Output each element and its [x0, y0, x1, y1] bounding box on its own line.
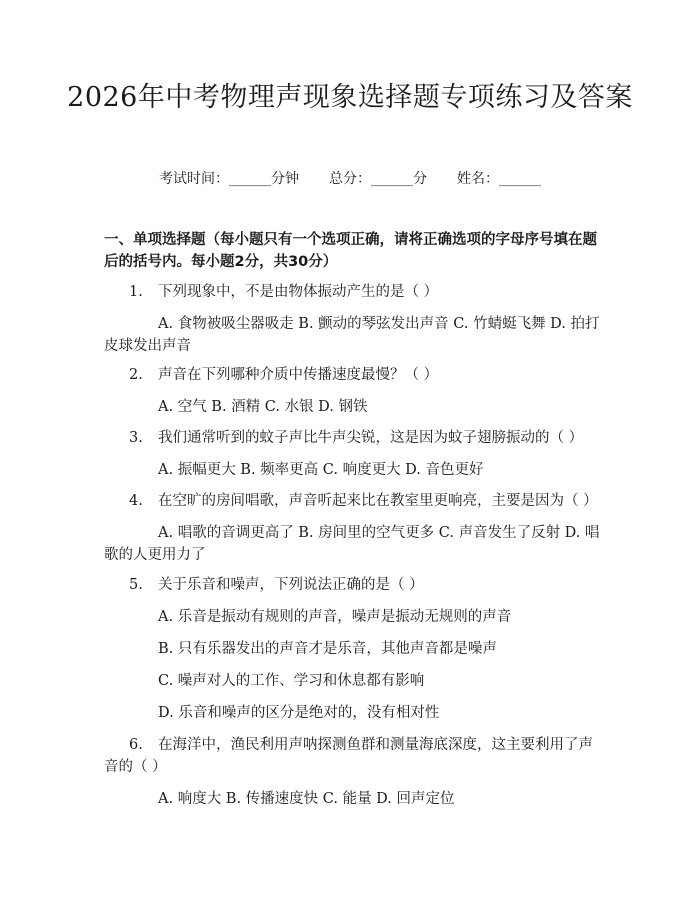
question-options: D. 乐音和噪声的区分是绝对的，没有相对性: [158, 705, 440, 721]
question-stem: 2. 声音在下列哪种介质中传播速度最慢？（ ）: [129, 367, 439, 383]
question-options: A. 振幅更大 B. 频率更高 C. 响度更大 D. 音色更好: [158, 462, 484, 478]
question-stem: 4. 在空旷的房间唱歌，声音听起来比在教室里更响亮，主要是因为（ ）: [129, 493, 598, 509]
question-options: A. 响度大 B. 传播速度快 C. 能量 D. 回声定位: [158, 791, 455, 807]
exam-info: [0, 170, 700, 188]
question-options: A. 空气 B. 酒精 C. 水银 D. 钢铁: [158, 399, 368, 415]
student-name: 姓名：______: [457, 171, 541, 187]
section-heading: 一、单项选择题（每小题只有一个选项正确，请将正确选项的字母序号填在题后的括号内。每小题2分，共30分）: [104, 232, 597, 270]
exam-time: 考试时间：______分钟: [159, 171, 299, 187]
question-options: A. 唱歌的音调更高了 B. 房间里的空气更多 C. 声音发生了反射 D. 唱歌的人更用力了: [104, 525, 600, 563]
document-title: 2026年中考物理声现象选择题专项练习及答案: [67, 82, 633, 113]
question-stem: 1. 下列现象中，不是由物体振动产生的是（ ）: [129, 284, 439, 300]
question-stem: 5. 关于乐音和噪声，下列说法正确的是（ ）: [129, 577, 424, 593]
question-stem: 3. 我们通常听到的蚊子声比牛声尖锐，这是因为蚊子翅膀振动的（ ）: [129, 430, 584, 446]
question-options: B. 只有乐器发出的声音才是乐音，其他声音都是噪声: [158, 641, 497, 657]
question-stem: 6. 在海洋中，渔民利用声呐探测鱼群和测量海底深度，这主要利用了声音的（ ）: [104, 737, 593, 775]
question-options: C. 噪声对人的工作、学习和休息都有影响: [158, 673, 425, 689]
question-options: A. 食物被吸尘器吸走 B. 颤动的琴弦发出声音 C. 竹蜻蜓飞舞 D. 拍打皮球发出声音: [104, 316, 600, 354]
total-score: 总分：______分: [329, 171, 427, 187]
question-options: A. 乐音是振动有规则的声音，噪声是振动无规则的声音: [158, 609, 512, 625]
